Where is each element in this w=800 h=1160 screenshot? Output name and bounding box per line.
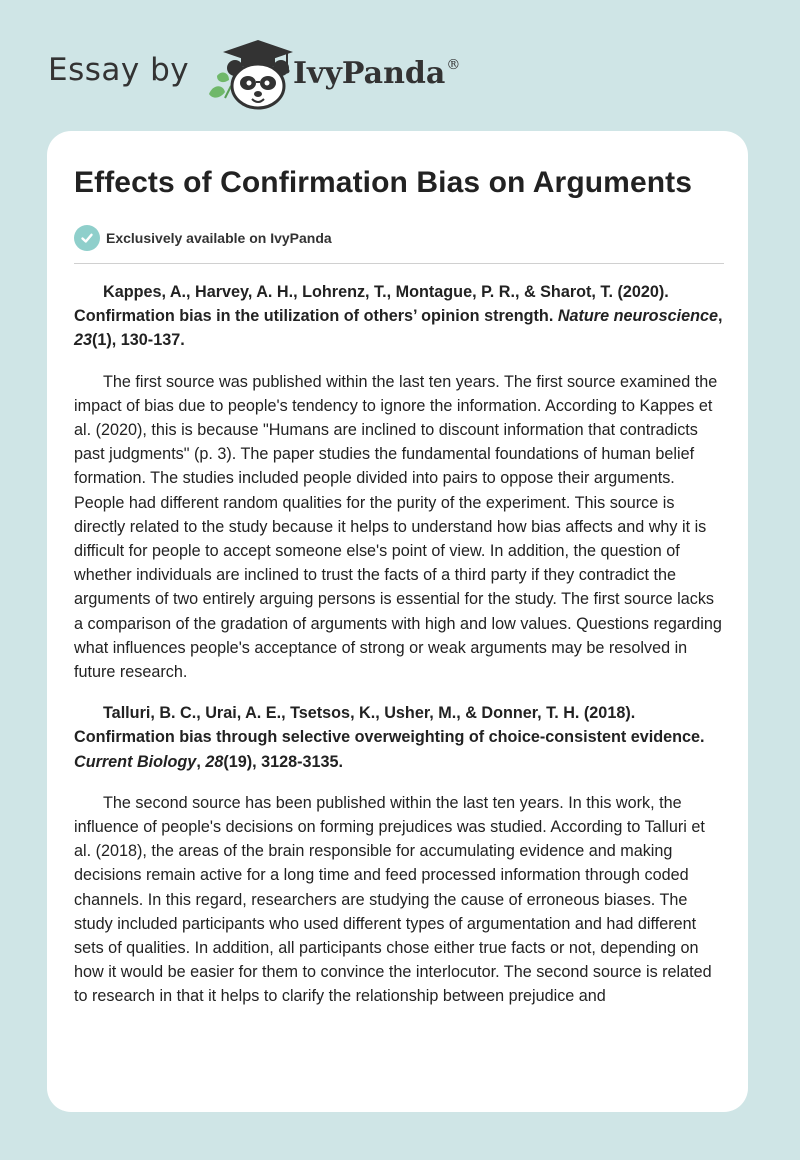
site-header xyxy=(48,34,508,114)
badge-label: Exclusively available on IvyPanda xyxy=(106,230,332,246)
essay-body xyxy=(74,280,724,1009)
panda-logo-icon[interactable] xyxy=(203,36,293,112)
essay-card xyxy=(47,131,748,1112)
essay-by-label: Essay by xyxy=(48,52,190,88)
essay-title: Effects of Confirmation Bias on Arguments xyxy=(74,166,693,199)
registered-mark: ® xyxy=(446,57,461,73)
paragraph-2: The second source has been published within the last ten years. In this work, the influence of people's decisions on forming prejudices was studied. According to Talluri et al. (2018), the areas of the brain responsible for accumulating evidence and making decisions remain active for a long time and feed processed information through coded channels. In this regard, researchers are studying the cause of erroneous biases. The study included participants who used different types of argumentation and had different sets of qualities. In addition, all participants chose either true facts or not, depending on how it would be easier for them to convince the interlocutor. The second source is related to research in that it helps to clarify the relationship between prejudice and xyxy=(74,793,712,1006)
paragraph-1: The first source was published within the last ten years. The first source examined the impact of bias due to people's tendency to ignore the information. According to Kappes et al. (2020), this is because "Humans are inclined to discount information that contradicts past judgments" (p. 3). The paper studies the fundamental foundations of human belief formation. The studies included people divided into pairs to oppose their arguments. People had different random qualities for the purity of the experiment. This source is directly related to the study because it helps to understand how bias affects and why it is difficult for people to accept someone else's point of view. In addition, the question of whether individuals are inclined to trust the facts of a third party if they contradict the arguments of two entirely arguing persons is essential for the study. The first source lacks a comparison of the gradation of arguments with high and low values. Questions regarding what influences people's acceptance of strong or weak arguments may be resolved in future research. xyxy=(74,372,722,682)
check-icon xyxy=(74,225,100,251)
exclusive-badge xyxy=(74,225,724,251)
brand-name[interactable]: IvyPanda® xyxy=(293,56,461,91)
reference-2: Talluri, B. C., Urai, A. E., Tsetsos, K., Usher, M., & Donner, T. H. (2018). Confirmation bias through selective overweighting of choice-consistent evidence. Current Biology, 28(19), 3128-3135. xyxy=(74,704,705,771)
reference-1: Kappes, A., Harvey, A. H., Lohrenz, T., Montague, P. R., & Sharot, T. (2020). Confirmation bias in the utilization of others’ opinion strength. Nature neuroscience, 23(1), 130-137. xyxy=(74,283,723,350)
divider xyxy=(74,263,724,264)
